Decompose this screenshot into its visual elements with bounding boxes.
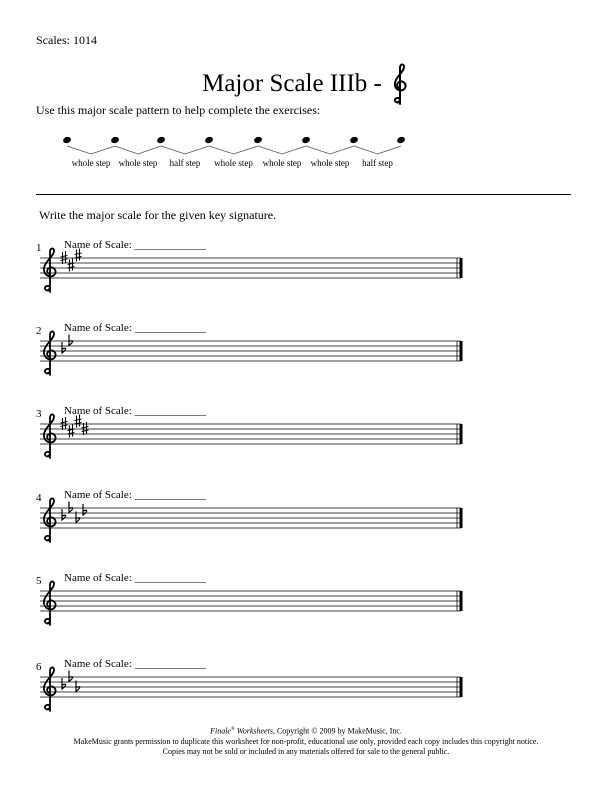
treble-clef-icon [388,62,410,106]
exercise-number: 1 [36,242,42,254]
exercise-number: 6 [36,661,42,673]
footer-line-1 [0,725,612,737]
scale-name-field[interactable]: Name of Scale: _____________ [64,405,207,417]
scale-note [253,136,263,144]
step-label: half step [362,158,393,168]
footer-line-2: MakeMusic grants permission to duplicate this worksheet for non-profit, educational use only, provided each copy includes this copyright notice. [73,736,539,746]
step-label: half step [169,158,201,168]
step-label: whole step [262,158,302,168]
scale-note [110,136,120,144]
scale-name-field[interactable]: Name of Scale: _____________ [64,239,207,251]
music-staff [0,575,612,645]
sharp-icon [61,251,68,264]
footer-brand: Finale [210,726,231,736]
treble-clef-icon [44,667,56,711]
music-staff [0,325,612,395]
flat-icon [62,342,66,353]
step-label: whole step [71,158,111,168]
scale-name-field[interactable]: Name of Scale: _____________ [64,322,207,334]
exercise-number: 4 [36,492,42,504]
treble-clef-icon [44,414,56,458]
title-block [0,62,612,106]
exercise-4 [0,489,612,562]
exercise-3 [0,405,612,478]
exercise-number: 2 [36,325,42,337]
copyright-footer [0,725,612,757]
scale-note [204,136,214,144]
worksheet-code: Scales: 1014 [36,33,97,47]
scale-note [349,136,359,144]
footer-registered-mark: ® [230,727,235,732]
footer-copyright: , Copyright © 2009 by MakeMusic, Inc. [272,726,402,736]
scale-name-field[interactable]: Name of Scale: _____________ [64,658,207,670]
exercise-5 [0,572,612,645]
exercise-1 [0,239,612,312]
exercise-2 [0,322,612,395]
sharp-icon [61,417,68,430]
page-title: Major Scale IIIb - [202,70,382,97]
treble-clef-icon [44,581,56,625]
treble-clef-icon [44,498,56,542]
scale-name-field[interactable]: Name of Scale: _____________ [64,572,207,584]
sharp-icon [68,425,75,438]
instructions-text: Use this major scale pattern to help complete the exercises: [36,103,321,117]
footer-line-3: Copies may not be sold or included in any materials offered for sale to the general public. [162,746,450,756]
scale-note [396,136,406,144]
scale-note [62,136,72,144]
step-connector [67,146,401,154]
scale-pattern-diagram [0,128,612,178]
music-staff [0,661,612,731]
music-staff [0,492,612,562]
exercise-number: 3 [36,408,42,420]
treble-clef-icon [44,331,56,375]
music-staff [0,408,612,478]
scale-name-field[interactable]: Name of Scale: _____________ [64,489,207,501]
flat-icon [69,502,73,513]
flat-icon [69,335,73,346]
footer-product: Worksheets [234,726,273,736]
task-instructions: Write the major scale for the given key signature. [39,208,277,222]
exercise-6 [0,658,612,731]
scale-note [156,136,166,144]
step-label: whole step [214,158,253,168]
section-divider [36,194,571,195]
treble-clef-icon [44,248,56,292]
music-staff [0,242,612,312]
flat-icon [69,671,73,682]
exercise-number: 5 [36,575,42,587]
step-label: whole step [118,158,158,168]
scale-note [301,136,311,144]
step-label: whole step [310,158,350,168]
sharp-icon [68,259,75,272]
